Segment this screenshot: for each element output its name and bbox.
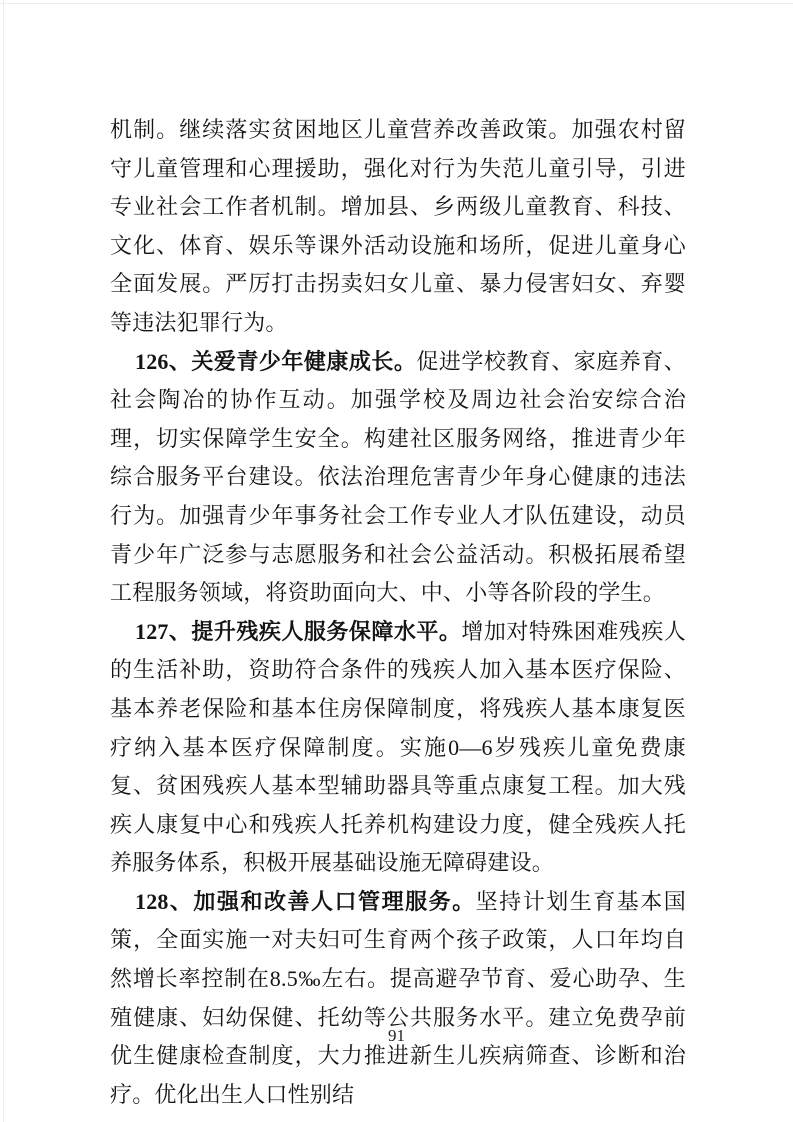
paragraph-126 [110,343,686,613]
scan-edge-left [3,0,4,1122]
paragraph-head: 128、加强和改善人口管理服务。 [135,888,476,914]
paragraph-128 [110,883,686,1115]
paragraph-body: 增加对特殊困难残疾人的生活补助，资助符合条件的残疾人加入基本医疗保险、基本养老保险和基本住房保障制度，将残疾人基本康复医疗纳入基本医疗保障制度。实施0—6岁残疾儿童免费康复、贫困残疾人基本型辅助器具等重点康复工程。加大残疾人康复中心和残疾人托养机构建设力度，健全残疾人托养服务体系，积极开展基础设施无障碍建设。 [110,618,686,876]
paragraph-head: 126、关爱青少年健康成长。 [135,348,417,374]
document-text-block [110,111,686,1114]
paragraph-head: 127、提升残疾人服务保障水平。 [135,618,462,644]
scan-edge-top [0,3,793,4]
paragraph-127 [110,613,686,883]
paragraph-body: 坚持计划生育基本国策，全面实施一对夫妇可生育两个孩子政策，人口年均自然增长率控制在8.5‰左右。提高避孕节育、爱心助孕、生殖健康、妇幼保健、托幼等公共服务水平。建立免费孕前优生健康检查制度，大力推进新生儿疾病筛查、诊断和治疗。优化出生人口性别结 [110,888,686,1107]
paragraph-continuation [110,111,686,343]
page-number: 91 [388,1026,405,1045]
paragraph-body: 促进学校教育、家庭养育、社会陶冶的协作互动。加强学校及周边社会治安综合治理，切实保障学生安全。构建社区服务网络，推进青少年综合服务平台建设。依法治理危害青少年身心健康的违法行为。加强青少年事务社会工作专业人才队伍建设，动员青少年广泛参与志愿服务和社会公益活动。积极拓展希望工程服务领域，将资助面向大、中、小等各阶段的学生。 [110,348,686,606]
paragraph-body: 机制。继续落实贫困地区儿童营养改善政策。加强农村留守儿童管理和心理援助，强化对行为失范儿童引导，引进专业社会工作者机制。增加县、乡两级儿童教育、科技、文化、体育、娱乐等课外活动设施和场所，促进儿童身心全面发展。严厉打击拐卖妇女儿童、暴力侵害妇女、弃婴等违法犯罪行为。 [110,117,686,335]
